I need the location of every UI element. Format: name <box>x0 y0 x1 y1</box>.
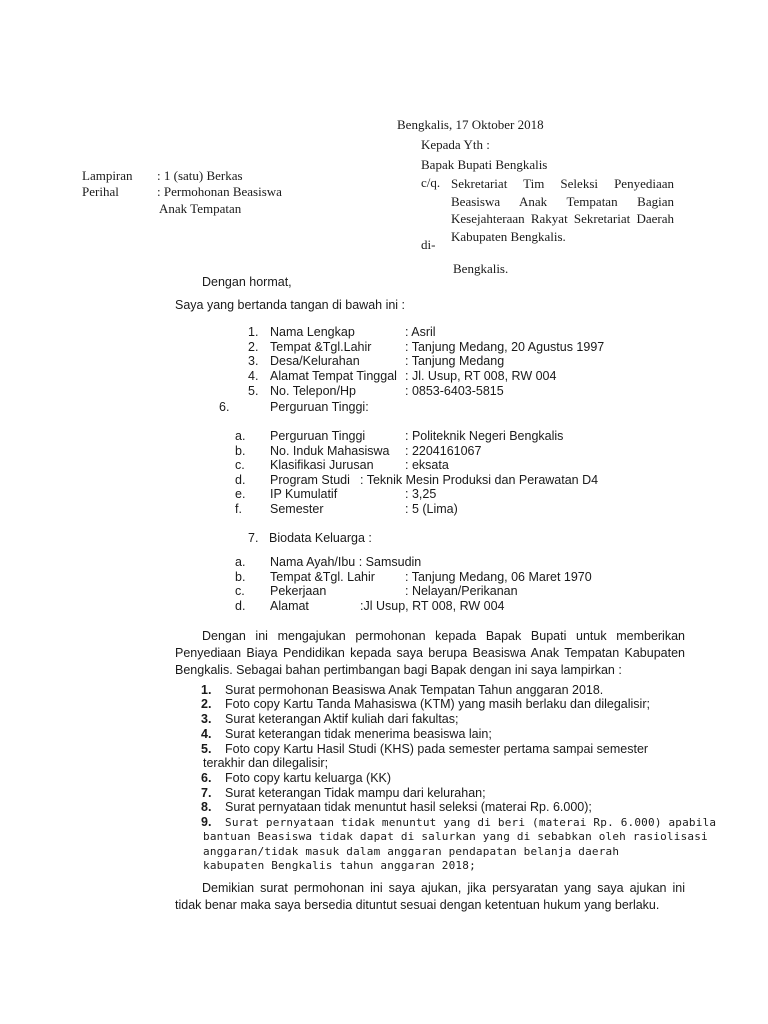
list-item-label: Nama Ayah/Ibu : Samsudin <box>270 555 422 569</box>
list-item-num: 2. <box>201 697 212 711</box>
lampiran-label: Lampiran <box>82 168 133 183</box>
list-item-value: : Teknik Mesin Produksi dan Perawatan D4 <box>360 473 599 487</box>
list-item-num: 4. <box>248 369 259 383</box>
perihal-label: Perihal <box>82 184 119 199</box>
list-item-num: c. <box>235 458 245 472</box>
section6-label: Perguruan Tinggi: <box>270 400 369 414</box>
list-item-text: Surat permohonan Beasiswa Anak Tempatan Tahun anggaran 2018. <box>225 683 604 697</box>
list-item-label: Semester <box>270 502 324 516</box>
di-label: di- <box>421 237 436 252</box>
list-item-text-cont: terakhir dan dilegalisir; <box>203 756 329 770</box>
closing-paragraph: Demikian surat permohonan ini saya ajukan, jika persyaratan yang saya ajukan ini tidak benar maka saya bersedia dituntut sesuai dengan ketentuan hukum yang berlaku. <box>175 881 685 912</box>
recipient: Bapak Bupati Bengkalis <box>421 157 548 172</box>
list-item-num: a. <box>235 555 246 569</box>
list-item-label: No. Induk Mahasiswa <box>270 444 390 458</box>
list-item-num: 2. <box>248 340 259 354</box>
list-item-text: Foto copy Kartu Hasil Studi (KHS) pada semester pertama sampai semester <box>225 742 649 756</box>
place-date: Bengkalis, 17 Oktober 2018 <box>397 117 544 132</box>
list-item-text: Surat keterangan Aktif kuliah dari fakultas; <box>225 712 459 726</box>
list-item-label: Desa/Kelurahan <box>270 354 360 368</box>
perihal-value-line2: Anak Tempatan <box>159 201 242 216</box>
list-item-text: Surat keterangan Tidak mampu dari kelurahan; <box>225 786 486 800</box>
list-item-value: : Politeknik Negeri Bengkalis <box>405 429 564 443</box>
list-item-label: Klasifikasi Jurusan <box>270 458 374 472</box>
list-item-value: : Jl. Usup, RT 008, RW 004 <box>405 369 557 383</box>
list-item-value: : Nelayan/Perikanan <box>405 584 518 598</box>
list-item-num: 9. <box>201 815 212 829</box>
list-item-label: Nama Lengkap <box>270 325 355 339</box>
request-paragraph: Dengan ini mengajukan permohonan kepada Bapak Bupati untuk memberikan Penyediaan Biaya Pendidikan kepada saya berupa Beasiswa Anak Tempatan Kabupaten Bengkalis. Sebagai bahan pertimbangan bagi Bapak dengan ini saya lampirkan : <box>175 629 685 677</box>
list-item-num: 1. <box>201 683 212 697</box>
list-item-label: Alamat <box>270 599 309 613</box>
list-item-value: : 5 (Lima) <box>405 502 458 516</box>
list-item-num: e. <box>235 487 246 501</box>
list-item-num: 7. <box>201 786 212 800</box>
list-item-num: 1. <box>248 325 259 339</box>
list-item-num: b. <box>235 444 246 458</box>
list-item-num: d. <box>235 599 246 613</box>
list-item-num: c. <box>235 584 245 598</box>
list-item-num: b. <box>235 570 246 584</box>
list-item-value: : 0853-6403-5815 <box>405 384 504 398</box>
section7-num: 7. <box>248 531 259 545</box>
list-item-num: 5. <box>201 742 212 756</box>
list-item-num: 4. <box>201 727 212 741</box>
cq-text: Sekretariat Tim Seleksi Penyediaan Beasiswa Anak Tempatan Bagian Kesejahteraan Rakyat Sekretariat Daerah Kabupaten Bengkalis. <box>451 176 674 244</box>
list-item-text: Surat pernyataan tidak menuntut yang di beri (materai Rp. 6.000) apabila <box>225 816 717 829</box>
list-item-text: Foto copy Kartu Tanda Mahasiswa (KTM) yang masih berlaku dan dilegalisir; <box>225 697 650 711</box>
list-item-num: 8. <box>201 800 212 814</box>
list-item-value: : eksata <box>405 458 449 472</box>
lampiran-value: : 1 (satu) Berkas <box>157 168 243 183</box>
list-item-num: 3. <box>248 354 259 368</box>
list-item-value: : Asril <box>405 325 436 339</box>
greeting: Dengan hormat, <box>202 275 292 289</box>
list-item-label: No. Telepon/Hp <box>270 384 356 398</box>
list-item-label: IP Kumulatif <box>270 487 338 501</box>
list-item-label: Alamat Tempat Tinggal <box>270 369 397 383</box>
list-item-text: Surat pernyataan tidak menuntut hasil seleksi (materai Rp. 6.000); <box>225 800 592 814</box>
list-item-label: Program Studi <box>270 473 350 487</box>
list-item-value: : 3,25 <box>405 487 437 501</box>
intro: Saya yang bertanda tangan di bawah ini : <box>175 298 406 312</box>
list-item-label: Pekerjaan <box>270 584 327 598</box>
list-item-label: Tempat &Tgl. Lahir <box>270 570 375 584</box>
list-item-value: : Tanjung Medang, 20 Agustus 1997 <box>405 340 605 354</box>
list-item-num: f. <box>235 502 242 516</box>
section6-num: 6. <box>219 400 230 414</box>
list-item-text: Surat keterangan tidak menerima beasiswa lain; <box>225 727 492 741</box>
list-item-num: 6. <box>201 771 212 785</box>
list-item-text-cont: kabupaten Bengkalis tahun anggaran 2018; <box>203 859 476 872</box>
cq-prefix: c/q. <box>421 175 441 190</box>
list-item-label: Perguruan Tinggi <box>270 429 366 443</box>
list-item-value: : Tanjung Medang, 06 Maret 1970 <box>405 570 592 584</box>
list-item-value: : 2204161067 <box>405 444 482 458</box>
addressee-label: Kepada Yth : <box>421 137 490 152</box>
list-item-text: Foto copy kartu keluarga (KK) <box>225 771 392 785</box>
list-item-num: a. <box>235 429 246 443</box>
perihal-value: : Permohonan Beasiswa <box>157 184 282 199</box>
city: Bengkalis. <box>453 261 509 276</box>
list-item-value: : Tanjung Medang <box>405 354 505 368</box>
list-item-label: Tempat &Tgl.Lahir <box>270 340 372 354</box>
list-item-text-cont: anggaran/tidak masuk dalam anggaran pendapatan belanja daerah <box>203 845 620 858</box>
section7-label: Biodata Keluarga : <box>269 531 372 545</box>
list-item-text-cont: bantuan Beasiswa tidak dapat di salurkan yang di sebabkan oleh rasiolisasi <box>203 830 708 843</box>
list-item-num: d. <box>235 473 246 487</box>
list-item-num: 5. <box>248 384 259 398</box>
list-item-num: 3. <box>201 712 212 726</box>
list-item-value: :Jl Usup, RT 008, RW 004 <box>360 599 505 613</box>
